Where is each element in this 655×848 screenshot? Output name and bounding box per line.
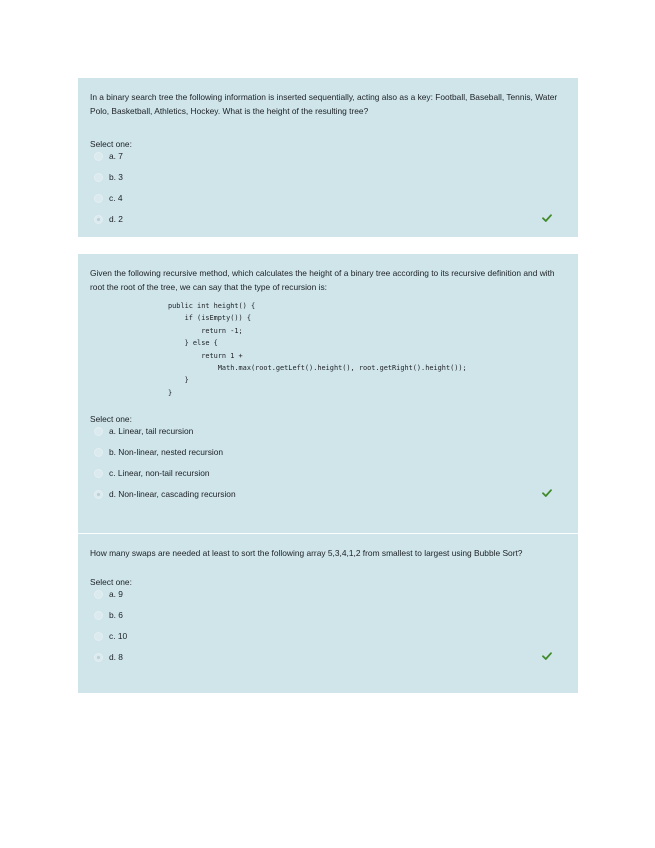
radio-button[interactable]	[94, 194, 103, 203]
answer-label: a. 9	[109, 589, 123, 599]
select-one-label: Select one:	[90, 414, 132, 425]
radio-button[interactable]	[94, 448, 103, 457]
code-line: }	[168, 376, 189, 385]
radio-button[interactable]	[94, 469, 103, 478]
answer-option-d[interactable]	[90, 488, 566, 509]
answer-label: a. Linear, tail recursion	[109, 426, 194, 437]
code-line: public int height() {	[168, 302, 256, 310]
answer-label: d. 8	[109, 652, 123, 662]
code-block	[168, 300, 566, 399]
answer-option-a[interactable]	[90, 150, 566, 171]
answer-label: c. 4	[109, 193, 123, 203]
radio-button[interactable]	[94, 427, 103, 436]
code-line: } else {	[168, 339, 218, 348]
select-one-label: Select one:	[90, 139, 132, 149]
answer-label: c. Linear, non-tail recursion	[109, 468, 210, 479]
answer-label: a. 7	[109, 151, 123, 161]
answer-option-d[interactable]	[90, 213, 566, 234]
answer-label: d. Non-linear, cascading recursion	[109, 489, 236, 500]
answer-label: b. 6	[109, 610, 123, 620]
code-line: if (isEmpty()) {	[168, 314, 251, 323]
select-one-label: Select one:	[90, 577, 132, 587]
answer-option-b[interactable]	[90, 609, 566, 630]
code-line: Math.max(root.getLeft().height(), root.getRight().height());	[168, 364, 467, 373]
radio-button[interactable]	[94, 590, 103, 599]
checkmark-icon	[542, 652, 552, 660]
answer-option-c[interactable]	[90, 467, 566, 488]
question-text: How many swaps are needed at least to sort the following array 5,3,4,1,2 from smallest to largest using Bubble Sort?	[90, 548, 523, 558]
answer-option-c[interactable]	[90, 630, 566, 651]
answer-label: b. 3	[109, 172, 123, 182]
question-card-1	[78, 78, 578, 237]
answer-options	[90, 150, 566, 234]
question-text: Given the following recursive method, which calculates the height of a binary tree according to its recursive definition and with root the root of the tree, we can say that the type of recursion is:	[90, 268, 555, 292]
question-text: In a binary search tree the following information is inserted sequentially, acting also as a key: Football, Baseball, Tennis, Water Polo, Basketball, Athletics, Hockey. What is the height of the resulting tree?	[90, 92, 558, 116]
answer-label: c. 10	[109, 631, 128, 641]
answer-label: d. 2	[109, 214, 123, 224]
question-card-2	[78, 254, 578, 533]
radio-button-selected[interactable]	[94, 490, 103, 499]
answer-option-d[interactable]	[90, 651, 566, 672]
radio-button[interactable]	[94, 611, 103, 620]
answer-options	[90, 425, 566, 509]
checkmark-icon	[542, 489, 552, 497]
answer-label: b. Non-linear, nested recursion	[109, 447, 224, 458]
checkmark-icon	[542, 214, 552, 222]
radio-button[interactable]	[94, 632, 103, 641]
answer-option-a[interactable]	[90, 425, 566, 446]
radio-button-selected[interactable]	[94, 653, 103, 662]
radio-button[interactable]	[94, 173, 103, 182]
answer-option-b[interactable]	[90, 446, 566, 467]
code-line: return -1;	[168, 326, 243, 335]
radio-button[interactable]	[94, 152, 103, 161]
answer-option-c[interactable]	[90, 192, 566, 213]
answer-options	[90, 588, 566, 672]
radio-button-selected[interactable]	[94, 215, 103, 224]
answer-option-b[interactable]	[90, 171, 566, 192]
code-line: return 1 +	[168, 351, 243, 360]
answer-option-a[interactable]	[90, 588, 566, 609]
question-card-3	[78, 534, 578, 693]
code-line: }	[168, 388, 173, 397]
